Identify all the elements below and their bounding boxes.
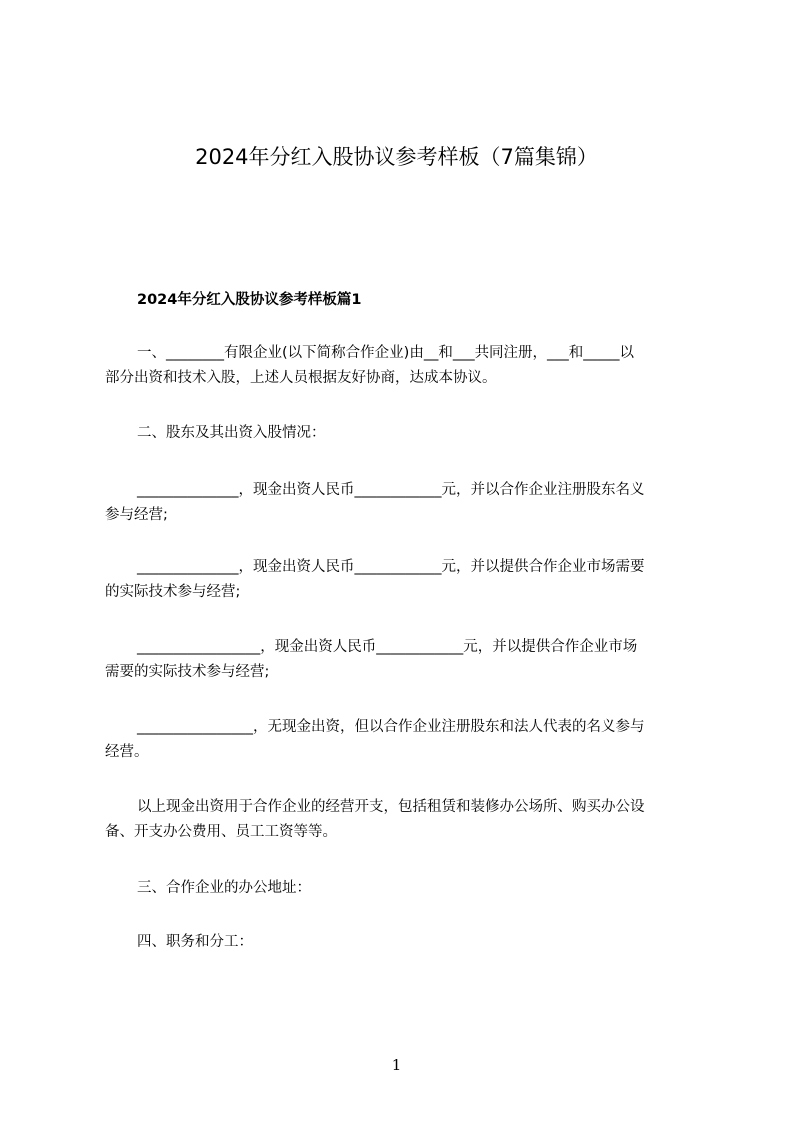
paragraph-shareholder-2 xyxy=(105,555,703,605)
paragraph-shareholder-4 xyxy=(105,715,703,765)
paragraph-line: ______________，现金出资人民币____________元，并以合作企业注册股东名义 xyxy=(137,482,645,498)
paragraph-line: 的实际技术参与经营; xyxy=(105,584,241,600)
paragraph-line: ________________，无现金出资，但以合作企业注册股东和法人代表的名义参与 xyxy=(137,719,645,735)
paragraph-line: 以上现金出资用于合作企业的经营开支，包括租赁和装修办公场所、购买办公设 xyxy=(137,799,645,815)
paragraph-clause-3 xyxy=(105,876,703,901)
paragraph-line: 参与经营; xyxy=(105,507,168,523)
paragraph-clause-4 xyxy=(105,930,703,955)
paragraph-line: 三、合作企业的办公地址： xyxy=(137,880,311,896)
paragraph-fund-usage xyxy=(105,795,703,845)
paragraph-line: 一、________有限企业(以下简称合作企业)由__和___共同注册，___和_____以 xyxy=(137,345,635,361)
paragraph-line: ______________，现金出资人民币____________元，并以提供合作企业市场需要 xyxy=(137,559,645,575)
paragraph-line: 备、开支办公费用、员工工资等等。 xyxy=(105,824,337,840)
paragraph-line: 经营。 xyxy=(105,744,149,760)
paragraph-line: 四、职务和分工： xyxy=(137,934,253,950)
paragraph-clause-1 xyxy=(105,341,703,391)
page-number: 1 xyxy=(391,1056,402,1074)
paragraph-line: 二、股东及其出资入股情况： xyxy=(137,425,326,441)
paragraph-shareholder-1 xyxy=(105,478,703,528)
document-title: 2024年分红入股协议参考样板（7篇集锦） xyxy=(195,145,598,169)
paragraph-line: _________________，现金出资人民币____________元，并以提供合作企业市场 xyxy=(137,639,638,655)
paragraph-line: 部分出资和技术入股，上述人员根据友好协商，达成本协议。 xyxy=(105,370,497,386)
paragraph-clause-2 xyxy=(105,421,703,446)
paragraph-line: 需要的实际技术参与经营; xyxy=(105,664,270,680)
paragraph-shareholder-3 xyxy=(105,635,703,685)
section-heading: 2024年分红入股协议参考样板篇1 xyxy=(137,292,362,308)
